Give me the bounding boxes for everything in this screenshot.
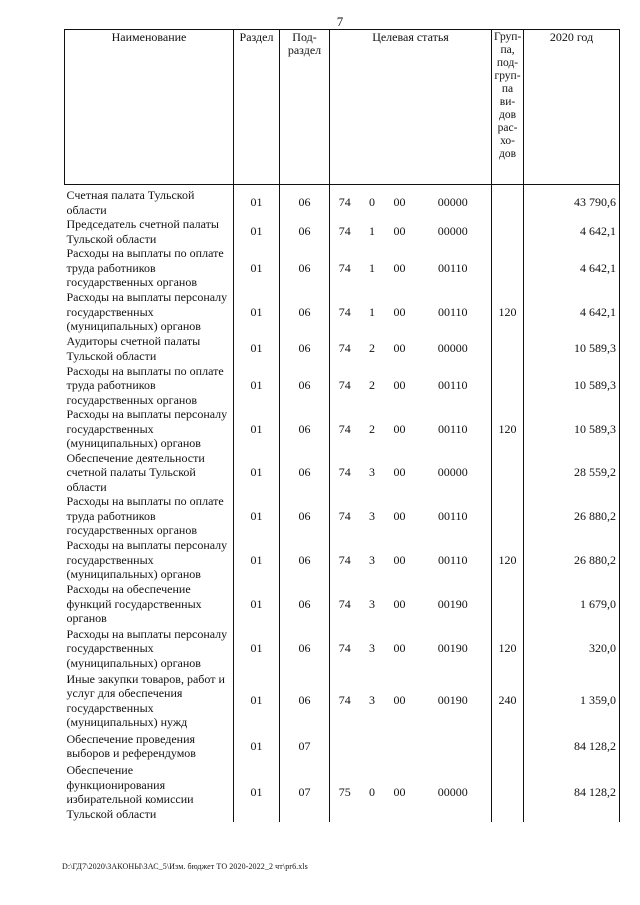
table-row bbox=[65, 494, 620, 538]
row-expense-group bbox=[492, 185, 524, 218]
row-name: Расходы на выплаты по оплате труда работников государственных органов bbox=[65, 364, 234, 408]
row-target-direction bbox=[385, 730, 415, 762]
row-target-direction: 00 bbox=[393, 552, 406, 567]
row-target-expense: 00000 bbox=[415, 334, 492, 364]
row-target-direction: 00 bbox=[393, 224, 406, 239]
row-name: Председатель счетной палаты Тульской области bbox=[65, 217, 234, 246]
row-target-program: 74 bbox=[338, 378, 351, 392]
row-amount: 10 589,3 bbox=[524, 334, 620, 364]
row-target-subprogram bbox=[360, 730, 385, 762]
row-subsection: 06 bbox=[280, 671, 330, 730]
row-expense-group bbox=[492, 334, 524, 364]
row-target-subprogram: 0 bbox=[369, 195, 375, 210]
row-subsection: 06 bbox=[280, 494, 330, 538]
table-row bbox=[65, 538, 620, 582]
row-target-subprogram: 2 bbox=[369, 341, 375, 356]
row-subsection: 06 bbox=[280, 334, 330, 364]
row-target-program: 74 bbox=[338, 260, 351, 275]
row-expense-group bbox=[492, 451, 524, 495]
row-target-expense: 00000 bbox=[415, 451, 492, 495]
row-target-program: 74 bbox=[338, 304, 351, 319]
row-target-expense: 00190 bbox=[415, 671, 492, 730]
row-expense-group bbox=[492, 762, 524, 822]
row-target-subprogram: 3 bbox=[369, 693, 375, 708]
row-target-subprogram: 1 bbox=[369, 304, 375, 319]
row-subsection: 06 bbox=[280, 538, 330, 582]
table-row bbox=[65, 334, 620, 364]
row-section: 01 bbox=[234, 494, 280, 538]
row-target-direction: 00 bbox=[393, 341, 406, 356]
row-amount: 43 790,6 bbox=[524, 185, 620, 218]
row-section: 01 bbox=[234, 671, 280, 730]
row-amount: 84 128,2 bbox=[524, 762, 620, 822]
budget-table bbox=[64, 29, 620, 822]
row-name: Расходы на выплаты персоналу государственных (муниципальных) органов bbox=[65, 538, 234, 582]
row-section: 01 bbox=[234, 290, 280, 334]
row-name: Иные закупки товаров, работ и услуг для обеспечения государственных (муниципальных) нужд bbox=[65, 671, 234, 730]
row-subsection: 06 bbox=[280, 407, 330, 451]
row-section: 01 bbox=[234, 364, 280, 408]
row-target-direction: 00 bbox=[393, 304, 406, 319]
row-expense-group bbox=[492, 217, 524, 246]
row-target-subprogram: 3 bbox=[369, 508, 375, 523]
row-name: Обеспечение деятельности счетной палаты Тульской области bbox=[65, 451, 234, 495]
row-section: 01 bbox=[234, 730, 280, 762]
row-name: Аудиторы счетной палаты Тульской области bbox=[65, 334, 234, 364]
row-target-direction: 00 bbox=[393, 260, 406, 275]
row-target-expense: 00000 bbox=[415, 217, 492, 246]
row-amount: 28 559,2 bbox=[524, 451, 620, 495]
row-expense-group bbox=[492, 582, 524, 626]
header-subsection: Под- раздел bbox=[280, 30, 330, 185]
row-subsection: 06 bbox=[280, 626, 330, 671]
row-name: Расходы на выплаты персоналу государственных (муниципальных) органов bbox=[65, 290, 234, 334]
row-target-direction: 00 bbox=[393, 195, 406, 210]
row-amount: 320,0 bbox=[524, 626, 620, 671]
row-target-program: 74 bbox=[338, 195, 351, 210]
table-row bbox=[65, 217, 620, 246]
row-subsection: 06 bbox=[280, 246, 330, 290]
row-target-direction: 00 bbox=[393, 784, 406, 799]
row-target-subprogram: 2 bbox=[369, 421, 375, 436]
row-subsection: 07 bbox=[280, 762, 330, 822]
row-amount: 1 359,0 bbox=[524, 671, 620, 730]
row-target-program: 74 bbox=[338, 508, 351, 523]
row-amount: 84 128,2 bbox=[524, 730, 620, 762]
row-section: 01 bbox=[234, 407, 280, 451]
row-target-subprogram: 0 bbox=[369, 784, 375, 799]
row-section: 01 bbox=[234, 538, 280, 582]
row-target-expense: 00110 bbox=[415, 494, 492, 538]
row-name: Обеспечение проведения выборов и референдумов bbox=[65, 730, 234, 762]
row-name: Расходы на выплаты по оплате труда работников государственных органов bbox=[65, 246, 234, 290]
row-target-program: 74 bbox=[338, 641, 351, 656]
row-section: 01 bbox=[234, 582, 280, 626]
row-target-expense: 00190 bbox=[415, 626, 492, 671]
row-target-program: 74 bbox=[338, 693, 351, 708]
table-header-row bbox=[65, 30, 620, 185]
row-target-subprogram: 3 bbox=[369, 596, 375, 611]
row-target-subprogram: 3 bbox=[369, 465, 375, 479]
row-expense-group: 120 bbox=[492, 290, 524, 334]
page-number: 7 bbox=[336, 14, 344, 29]
row-expense-group bbox=[492, 246, 524, 290]
row-subsection: 06 bbox=[280, 582, 330, 626]
row-subsection: 06 bbox=[280, 451, 330, 495]
row-target-direction: 00 bbox=[393, 641, 406, 656]
row-amount: 26 880,2 bbox=[524, 494, 620, 538]
row-name: Расходы на обеспечение функций государственных органов bbox=[65, 582, 234, 626]
row-target-program: 74 bbox=[338, 552, 351, 567]
row-target-expense: 00110 bbox=[415, 364, 492, 408]
table-row bbox=[65, 626, 620, 671]
row-expense-group bbox=[492, 730, 524, 762]
row-target-program: 74 bbox=[338, 421, 351, 436]
row-target-direction: 00 bbox=[393, 596, 406, 611]
table-row bbox=[65, 364, 620, 408]
row-name: Счетная палата Тульской области bbox=[65, 185, 234, 218]
row-expense-group: 120 bbox=[492, 538, 524, 582]
row-target-subprogram: 1 bbox=[369, 224, 375, 239]
row-amount: 1 679,0 bbox=[524, 582, 620, 626]
table-row bbox=[65, 582, 620, 626]
row-amount: 10 589,3 bbox=[524, 364, 620, 408]
row-section: 01 bbox=[234, 451, 280, 495]
row-amount: 4 642,1 bbox=[524, 290, 620, 334]
row-target-direction: 00 bbox=[393, 378, 406, 392]
row-target-program: 74 bbox=[338, 596, 351, 611]
header-expense-group: Груп- па, под- груп- па ви- дов рас- хо- дов bbox=[492, 30, 524, 185]
row-expense-group bbox=[492, 364, 524, 408]
row-target-program bbox=[330, 730, 360, 762]
row-target-program: 74 bbox=[338, 224, 351, 239]
table-row bbox=[65, 185, 620, 218]
row-name: Обеспечение функционирования избирательной комиссии Тульской области bbox=[65, 762, 234, 822]
row-target-subprogram: 3 bbox=[369, 552, 375, 567]
row-target-expense: 00000 bbox=[415, 185, 492, 218]
row-subsection: 06 bbox=[280, 217, 330, 246]
row-section: 01 bbox=[234, 334, 280, 364]
row-section: 01 bbox=[234, 626, 280, 671]
header-year: 2020 год bbox=[524, 30, 620, 185]
row-target-expense: 00190 bbox=[415, 582, 492, 626]
row-target-program: 74 bbox=[338, 341, 351, 356]
row-target-direction: 00 bbox=[393, 693, 406, 708]
row-target-direction: 00 bbox=[393, 508, 406, 523]
row-target-program: 75 bbox=[338, 784, 351, 799]
row-amount: 4 642,1 bbox=[524, 217, 620, 246]
row-expense-group: 240 bbox=[492, 671, 524, 730]
table-row bbox=[65, 671, 620, 730]
row-amount: 4 642,1 bbox=[524, 246, 620, 290]
row-target-subprogram: 2 bbox=[369, 378, 375, 392]
row-subsection: 06 bbox=[280, 185, 330, 218]
row-amount: 10 589,3 bbox=[524, 407, 620, 451]
table-row bbox=[65, 407, 620, 451]
row-section: 01 bbox=[234, 185, 280, 218]
table-row bbox=[65, 246, 620, 290]
row-expense-group: 120 bbox=[492, 626, 524, 671]
row-name: Расходы на выплаты персоналу государственных (муниципальных) органов bbox=[65, 407, 234, 451]
row-target-expense: 00110 bbox=[415, 407, 492, 451]
row-expense-group bbox=[492, 494, 524, 538]
row-target-expense: 00110 bbox=[415, 290, 492, 334]
row-name: Расходы на выплаты персоналу государственных (муниципальных) органов bbox=[65, 626, 234, 671]
row-name: Расходы на выплаты по оплате труда работников государственных органов bbox=[65, 494, 234, 538]
row-subsection: 06 bbox=[280, 364, 330, 408]
table-row bbox=[65, 290, 620, 334]
row-target-subprogram: 3 bbox=[369, 641, 375, 656]
row-target-expense: 00110 bbox=[415, 538, 492, 582]
row-target-direction: 00 bbox=[393, 421, 406, 436]
row-target-expense bbox=[415, 730, 492, 762]
row-target-subprogram: 1 bbox=[369, 260, 375, 275]
row-section: 01 bbox=[234, 246, 280, 290]
row-expense-group: 120 bbox=[492, 407, 524, 451]
row-target-program: 74 bbox=[338, 465, 351, 479]
row-section: 01 bbox=[234, 217, 280, 246]
row-amount: 26 880,2 bbox=[524, 538, 620, 582]
table-row bbox=[65, 451, 620, 495]
row-subsection: 07 bbox=[280, 730, 330, 762]
row-section: 01 bbox=[234, 762, 280, 822]
row-target-direction: 00 bbox=[393, 465, 406, 479]
file-path-footer: D:\ГД7\2020\ЗАКОНЫ\ЗАС_5\Изм. бюджет ТО 2020-2022_2 чт\pr6.xls bbox=[62, 862, 308, 871]
header-target-article: Целевая статья bbox=[330, 30, 492, 185]
table-row bbox=[65, 762, 620, 822]
row-subsection: 06 bbox=[280, 290, 330, 334]
header-name: Наименование bbox=[65, 30, 234, 185]
row-target-expense: 00110 bbox=[415, 246, 492, 290]
header-section: Раздел bbox=[234, 30, 280, 185]
table-row bbox=[65, 730, 620, 762]
row-target-expense: 00000 bbox=[415, 762, 492, 822]
